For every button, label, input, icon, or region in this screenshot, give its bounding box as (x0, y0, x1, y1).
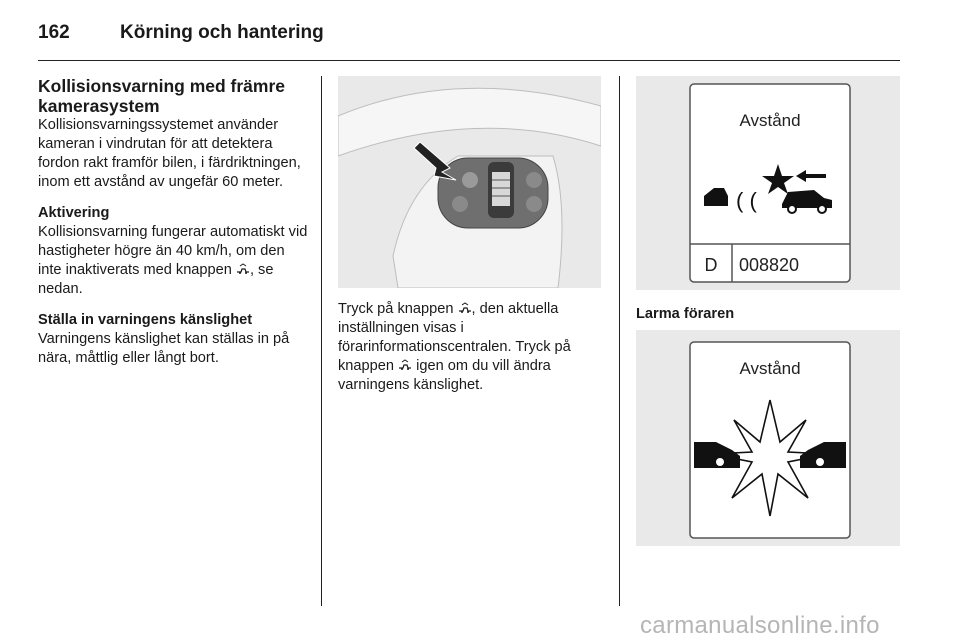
column-2-text (338, 300, 608, 395)
column-divider-1 (321, 76, 322, 606)
activation-paragraph (38, 223, 310, 299)
press-button-text: Tryck på knappen (338, 301, 454, 317)
column-1 (38, 76, 310, 380)
collision-warning-button-icon (236, 263, 250, 275)
page-number: 162 (38, 22, 70, 43)
distance-label: Avstånd (739, 111, 801, 130)
watermark: carmanualsonline.info (640, 612, 880, 639)
alert-distance-label: Avstånd (739, 359, 801, 378)
intro-paragraph: Kollisionsvarningssystemet använder kameran i vindrutan för att detektera fordon rakt framför bilen, i färdriktningen, inom ett avstånd av ungefär 60 meter. (38, 117, 301, 190)
header-rule (38, 60, 900, 61)
collision-warning-button-icon (458, 302, 472, 314)
activation-text: Kollisionsvarning fungerar automatiskt vid hastigheter högre än 40 km/h, om den inte inaktiverats med knappen (38, 224, 308, 278)
activation-heading: Aktivering (38, 205, 110, 221)
setting-text: , den aktuella inställningen visas i förarinformationscentralen. Tryck på knappen (338, 301, 571, 374)
alert-display-figure (636, 330, 900, 546)
column-divider-2 (619, 76, 620, 606)
steering-wheel-figure (338, 76, 601, 288)
code-number: 008820 (739, 255, 800, 275)
alert-heading: Larma föraren (636, 306, 735, 322)
sensitivity-heading: Ställa in varningens känslighet (38, 312, 253, 328)
activation-text-end: , se nedan. (38, 262, 274, 297)
collision-warning-button-icon (398, 359, 412, 371)
code-letter: D (704, 255, 718, 275)
sensitivity-paragraph: Varningens känslighet kan ställas in på nära, måttlig eller långt bort. (38, 331, 290, 366)
chapter-title: Körning och hantering (120, 22, 324, 43)
page-header (38, 18, 900, 58)
distance-display-figure (636, 76, 900, 290)
svg-text:( (: ( ( (736, 188, 757, 213)
again-text: igen om du vill ändra varningens känslighet. (338, 358, 551, 393)
section-title: Kollisionsvarning med främre kamerasystem (38, 76, 286, 116)
